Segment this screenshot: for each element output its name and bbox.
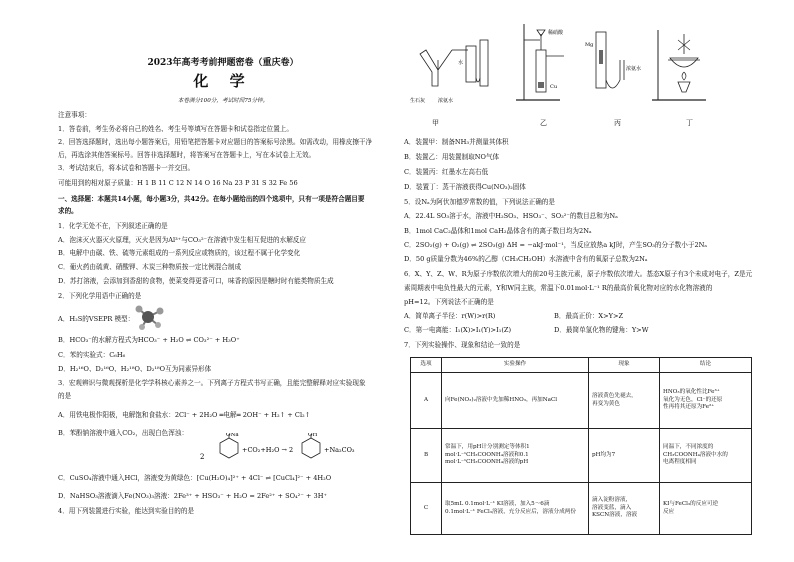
q6-stem: 6．X、Y、Z、W、R为原子序数依次增大的前20号主族元素，原子序数依次增大。基态X原子有3个未成对电子，Z是元	[404, 270, 753, 278]
q4-option-b: B．装置乙：用装置制取NO气体	[404, 153, 500, 161]
section-intro: 一、选择题：本题共14小题，每小题3分，共42分。在每小题给出的四个选项中，只有一项是符合题目要	[58, 195, 365, 203]
q4-option-a: A．装置甲：制备NH₃并测量其体积	[404, 138, 509, 146]
figure-label: 生石灰	[410, 98, 426, 104]
column-header: 选项	[411, 358, 442, 373]
q7-stem: 7．下列实验操作、现象和结论一致的是	[404, 341, 521, 349]
q5-option-c: C．2SO₂(g) + O₂(g) ⇌ 2SO₃(g) ΔH = −akJ·mol⁻¹，当反应放热a kJ时，产生SO₃的分子数小于2Nₐ	[404, 241, 707, 249]
q6-option-c: C．第一电离能：I₁(X)>I₁(Y)>I₁(Z)	[404, 326, 512, 334]
q3-stem: 3．宏观辨识与微观探析是化学学科核心素养之一。下列离子方程式书写正确，且能完整解释对应实验现象	[58, 379, 366, 387]
experiment-table	[410, 357, 752, 535]
q5-option-d: D．50 g质量分数为46%的乙醇（CH₃CH₂OH）水溶液中含有的氧原子总数为2Nₐ	[404, 255, 648, 263]
notes-item: 1．答卷前，考生务必将自己的姓名、考生号等填写在答题卡和试卷指定位置上。	[58, 125, 293, 133]
apparatus-jia-figure	[408, 20, 500, 110]
table-header-row	[411, 358, 752, 373]
q5-option-b: B．1mol CaC₂晶体和1mol CaH₂晶体含有的离子数目均为2Nₐ	[404, 227, 592, 235]
atomic-masses: 可能用到的相对原子质量：H 1 B 11 C 12 N 14 O 16 Na 23 P 31 S 32 Fe 56	[58, 179, 298, 187]
svg-text:ONa: ONa	[226, 433, 239, 438]
figure-label: 稀硝酸	[548, 30, 564, 36]
column-header: 实验操作	[442, 358, 589, 373]
apparatus-ding-figure	[650, 20, 714, 110]
q2-option-a: A．H₂S的VSEPR 模型：	[58, 315, 135, 323]
figure-caption: 甲	[432, 119, 439, 127]
figure-caption: 乙	[540, 119, 547, 127]
q1-option-a: A．泡沫灭火器灭火原理，灭火是因为Al³⁺与CO₃²⁻在溶液中发生相互促进的水解反应	[58, 236, 306, 244]
q1-stem: 1．化学无处不在，下列叙述正确的是	[58, 222, 168, 230]
option-cell: B	[411, 429, 442, 483]
q6-stem: pH=12。下列说法不正确的是	[404, 298, 494, 306]
q2-option-b: B．HCO₃⁻的水解方程式为HCO₃⁻ + H₂O ⇌ CO₃²⁻ + H₃O⁺	[58, 336, 240, 344]
vsepr-model-image	[132, 303, 168, 331]
svg-text:+Na₂CO₃: +Na₂CO₃	[324, 446, 355, 454]
q4-option-d: D．装置丁：蒸干溶液获得Cu(NO₃)₂固体	[404, 183, 526, 191]
q5-option-a: A．22.4L SO₃溶于水，溶液中H₂SO₃、HSO₃⁻、SO₃²⁻的数目总和为Nₐ	[404, 212, 618, 220]
conclusion-cell: HNO₃的氧化性比Fe³⁺ 氧化为无色，Cl⁻的还原 性再将其还原为Fe²⁺	[660, 373, 752, 429]
q2-stem: 2．下列化学用语中正确的是	[58, 292, 142, 300]
phenol-equation-image	[198, 433, 376, 471]
notes-heading: 注意事项：	[58, 111, 91, 119]
figure-label: 浓氨水	[626, 66, 642, 72]
option-cell: C	[411, 483, 442, 535]
q3-stem: 的是	[58, 392, 72, 400]
figure-label: 浓氨水	[438, 98, 454, 104]
q6-option-b: B．最高正价：X>Y>Z	[554, 312, 624, 320]
observation-cell: pH均为7	[589, 429, 660, 483]
svg-text:+CO₂+H₂O → 2: +CO₂+H₂O → 2	[242, 446, 294, 454]
section-intro: 求的。	[58, 207, 78, 215]
svg-text:2: 2	[200, 453, 205, 461]
subject-title: 化 学	[193, 72, 253, 90]
apparatus-bing-figure	[584, 20, 648, 110]
q1-option-b: B．电解中由碳、铁、硫等元素组成的一系列反应或物质的，该过程不属于化学变化	[58, 249, 301, 257]
q6-option-d: D．最简单氢化物的键角：Y>W	[554, 326, 649, 334]
q3-option-d: D．NaHSO₃溶液滴入Fe(NO₃)₃溶液：2Fe³⁺ + HSO₃⁻ + H₂O = 2Fe²⁺ + SO₄²⁻ + 3H⁺	[58, 492, 327, 500]
q2-option-c: C．苯的实验式：C₆H₆	[58, 351, 126, 359]
table-row	[411, 483, 752, 535]
exam-info: 本卷满分100分，考试时间75分钟。	[177, 98, 269, 104]
svg-text:OH: OH	[308, 433, 318, 438]
figure-label: 水	[458, 60, 464, 66]
figure-caption: 丁	[686, 119, 693, 127]
q6-option-a: A．简单离子半径：r(W)>r(R)	[404, 312, 496, 320]
conclusion-cell: 同温下，不同浓度的 CH₃COONH₄溶液中水的 电离程度相同	[660, 429, 752, 483]
notes-item: 后，再选涂其他答案标号。回答非选择题时，将答案写在答题卡上，写在本试卷上无效。	[58, 151, 316, 159]
option-cell: A	[411, 373, 442, 429]
figure-caption: 丙	[614, 119, 621, 127]
q3-option-b: B．苯酚钠溶液中通入CO₂，出现白色浑浊：	[58, 429, 189, 437]
observation-cell: 滴入淀粉溶液， 溶液变蓝，滴入 KSCN溶液，溶液	[589, 483, 660, 535]
observation-cell: 溶液黄色先褪去， 再变为黄色	[589, 373, 660, 429]
operation-cell: 常温下，用pH计分别测定等体积1 mol·L⁻¹CH₃COONH₄溶液和0.1 mol·L⁻¹CH₃COONH₄溶液的pH	[442, 429, 589, 483]
column-header: 结论	[660, 358, 752, 373]
q3-option-a: A．用铁电极作阳极，电解饱和食盐水：2Cl⁻ + 2H₂O ═电解═ 2OH⁻ + H₂↑ + Cl₂↑	[58, 411, 311, 419]
operation-cell: 向Fe(NO₃)₂溶液中先加稀HNO₃，再加NaCl	[442, 373, 589, 429]
notes-item: 2．回答选择题时，选出每小题答案后，用铅笔把答题卡对应题目的答案标号涂黑。如需改动，用橡皮擦干净	[58, 138, 373, 146]
q5-stem: 5．设Nₐ为阿伏加德罗常数的值，下列说法正确的是	[404, 198, 555, 206]
operation-cell: 取5mL 0.1mol·L⁻¹ KI溶液，加入5～6滴 0.1mol·L⁻¹ FeCl₃溶液，充分反应后，溶液分成两份	[442, 483, 589, 535]
column-header: 现象	[589, 358, 660, 373]
svg-text:Mg: Mg	[585, 42, 594, 48]
figure-label: Cu	[550, 84, 558, 90]
q6-stem: 素周期表中电负性最大的元素，Y和W同主族，常温下0.01mol·L⁻¹ R的最高价氧化物对应的水化物溶液的	[404, 284, 713, 292]
apparatus-yi-figure	[510, 20, 580, 110]
q3-option-c: C．CuSO₄溶液中通入HCl，溶液变为黄绿色：[Cu(H₂O)₄]²⁺ + 4Cl⁻ ⇌ [CuCl₄]²⁻ + 4H₂O	[58, 474, 332, 482]
exam-title: 2023年高考考前押题密卷（重庆卷）	[147, 58, 299, 68]
conclusion-cell: KI与FeCl₃的反应可逆 反应	[660, 483, 752, 535]
q1-option-c: C．葡火药由硫黄、硝酸钾、木炭三种物质按一定比例混合制成	[58, 263, 242, 271]
table-row	[411, 373, 752, 429]
q4-option-c: C．装置丙：红墨水左高右低	[404, 168, 489, 176]
q4-stem: 4．用下列装置进行实验，能达到实验目的的是	[58, 507, 195, 515]
table-row	[411, 429, 752, 483]
q2-option-d: D．H₂¹⁶O、D₂¹⁶O、H₂¹⁸O、D₂¹⁸O互为同素异形体	[58, 365, 212, 373]
notes-item: 3．考试结束后，将本试卷和答题卡一并交回。	[58, 164, 195, 172]
q1-option-d: D．苏打溶液，会添加到香甜的食物，使菜变得更香可口，味香的原因是糖时时有能类物质生成	[58, 277, 334, 285]
